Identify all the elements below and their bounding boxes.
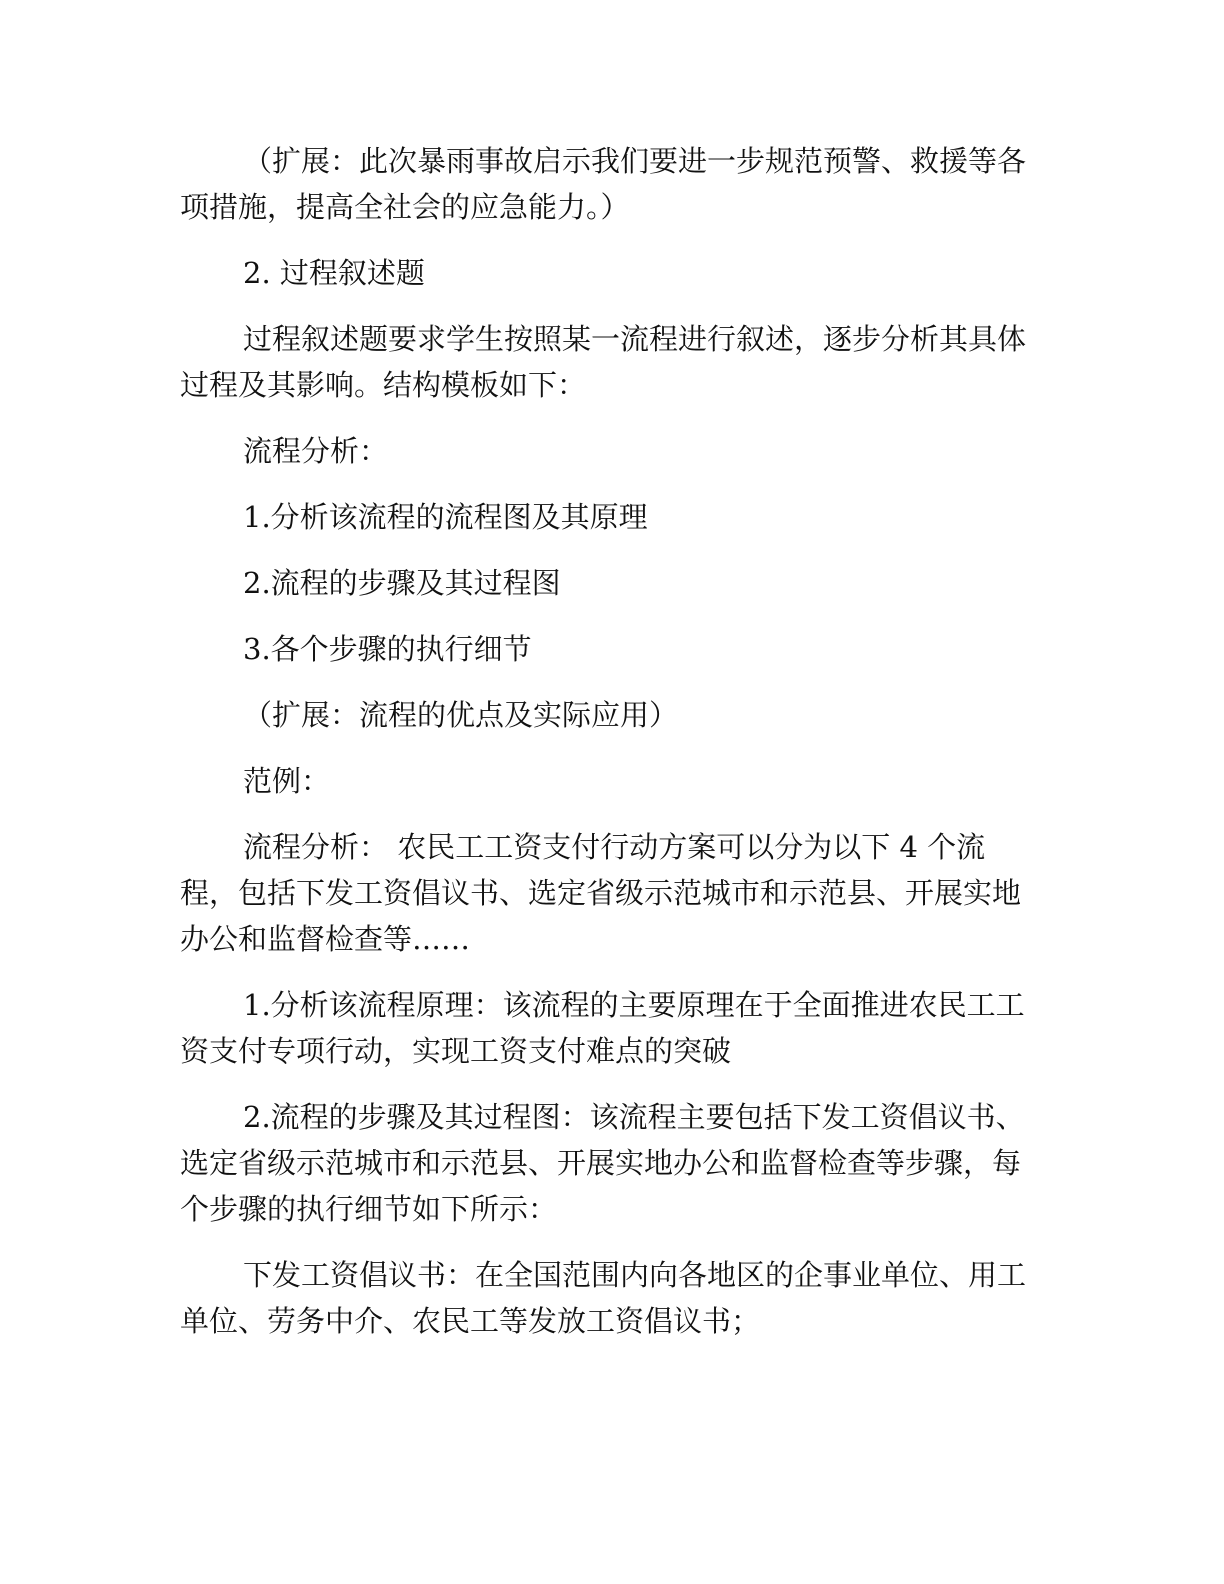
list-item-3: 3.各个步骤的执行细节 bbox=[243, 632, 532, 666]
section-heading-process-narration: 2. 过程叙述题 bbox=[243, 256, 425, 290]
paragraph-example-principle: 1.分析该流程原理：该流程的主要原理在于全面推进农民工工资支付专项行动，实现工资支付难点的突破 bbox=[180, 988, 1025, 1068]
list-item-1: 1.分析该流程的流程图及其原理 bbox=[243, 500, 648, 534]
paragraph-example-label: 范例： bbox=[243, 764, 331, 798]
paragraph-example-proposal: 下发工资倡议书：在全国范围内向各地区的企事业单位、用工单位、劳务中介、农民工等发放工资倡议书； bbox=[180, 1258, 1027, 1338]
paragraph-example-analysis: 流程分析： 农民工工资支付行动方案可以分为以下 4 个流程，包括下发工资倡议书、选定省级示范城市和示范县、开展实地办公和监督检查等…… bbox=[180, 830, 1022, 956]
paragraph-process-intro: 过程叙述题要求学生按照某一流程进行叙述，逐步分析其具体过程及其影响。结构模板如下： bbox=[180, 322, 1027, 402]
paragraph-example-steps: 2.流程的步骤及其过程图：该流程主要包括下发工资倡议书、选定省级示范城市和示范县、开展实地办公和监督检查等步骤，每个步骤的执行细节如下所示： bbox=[180, 1100, 1025, 1226]
paragraph-process-analysis-label: 流程分析： bbox=[243, 434, 389, 468]
paragraph-extension-rainstorm: （扩展：此次暴雨事故启示我们要进一步规范预警、救援等各项措施，提高全社会的应急能力。） bbox=[180, 144, 1027, 224]
paragraph-extension-process: （扩展：流程的优点及实际应用） bbox=[243, 698, 679, 732]
list-item-2: 2.流程的步骤及其过程图 bbox=[243, 566, 561, 600]
document-body bbox=[180, 138, 1040, 1364]
